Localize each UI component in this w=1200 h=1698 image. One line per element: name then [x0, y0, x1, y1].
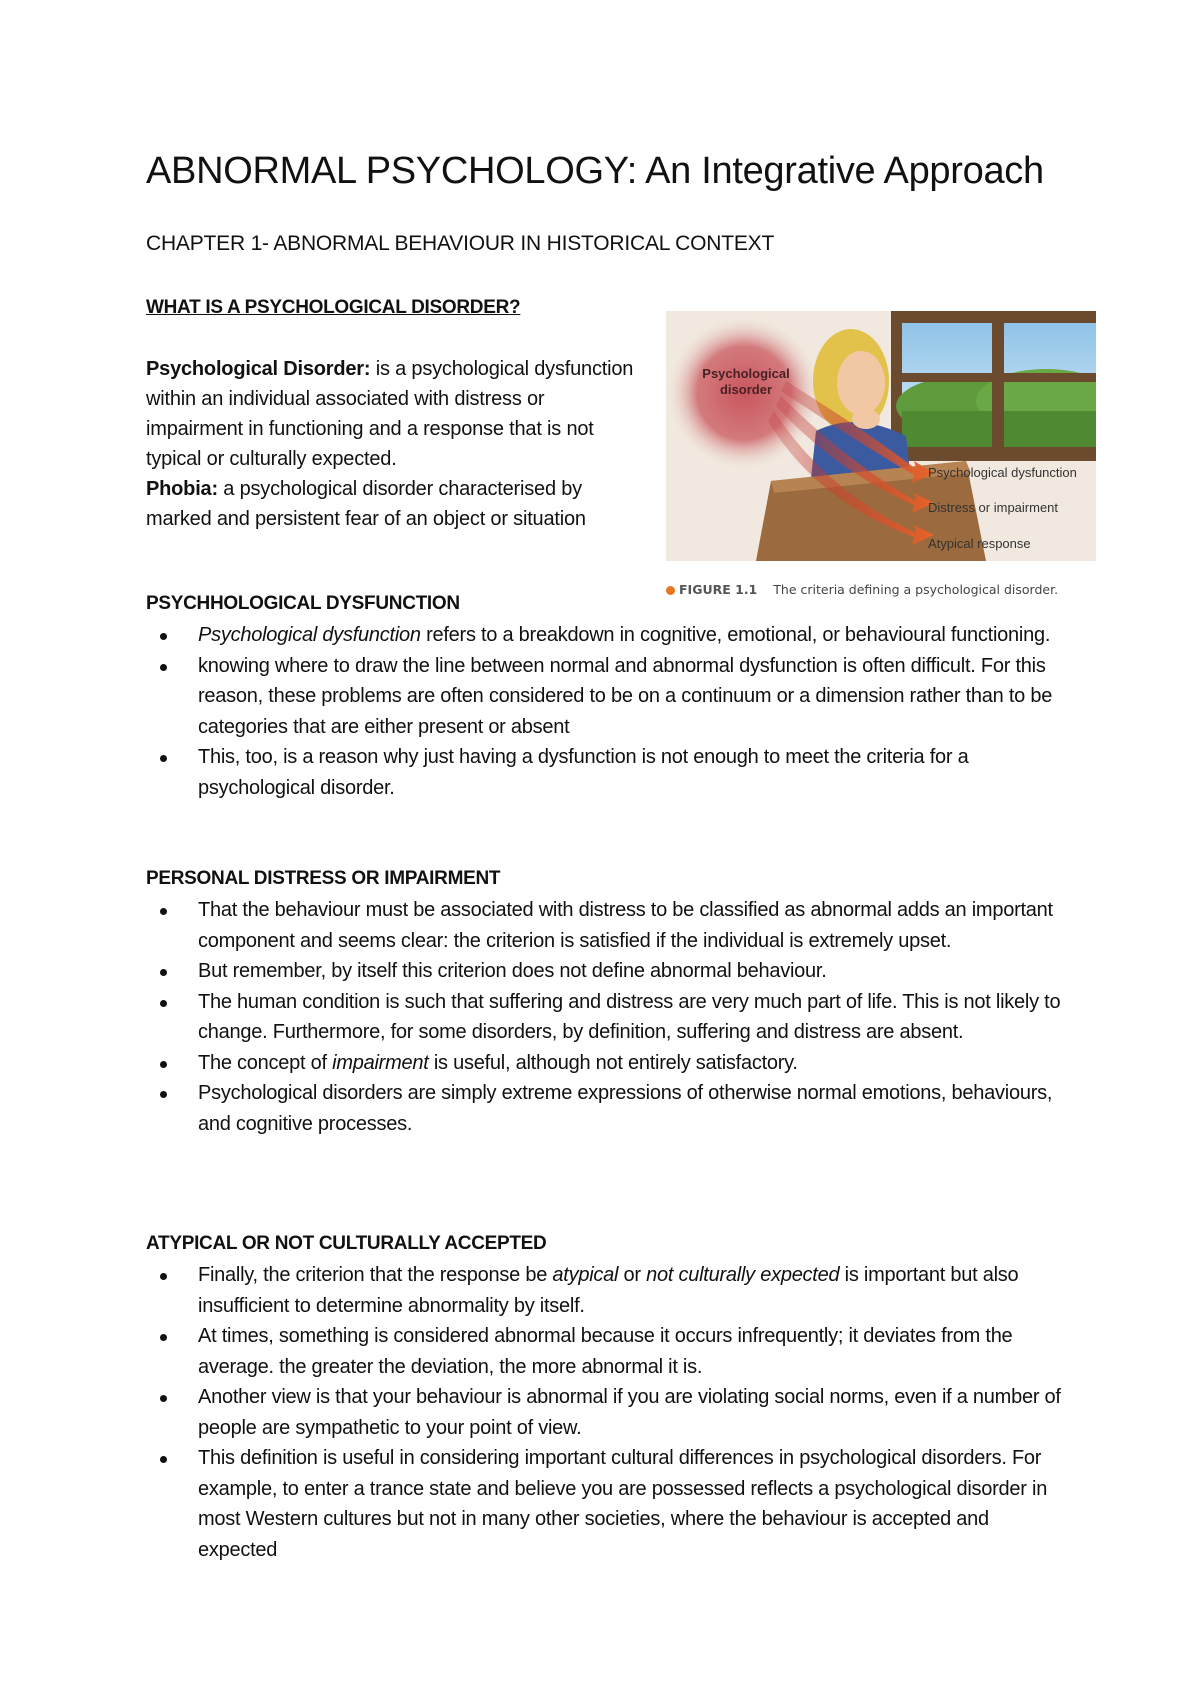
figure-caption — [666, 582, 1058, 597]
section-heading-distress: PERSONAL DISTRESS OR IMPAIRMENT — [146, 868, 501, 889]
figure-caption-text: The criteria defining a psychological disorder. — [773, 582, 1059, 597]
dysfunction-list — [146, 620, 1066, 803]
list-item: At times, something is considered abnormal because it occurs infrequently; it deviates from the average. the greater the deviation, the more abnormal it is. — [146, 1321, 1066, 1382]
list-item: The concept of impairment is useful, although not entirely satisfactory. — [146, 1048, 1066, 1079]
definitions-block — [146, 354, 646, 534]
section-heading-what-is: WHAT IS A PSYCHOLOGICAL DISORDER? — [146, 297, 521, 318]
circle-label-line-1: Psychological — [702, 366, 790, 381]
list-item: But remember, by itself this criterion does not define abnormal behaviour. — [146, 956, 1066, 987]
figure-illustration — [666, 311, 1096, 561]
list-item: Psychological disorders are simply extreme expressions of otherwise normal emotions, behaviours, and cognitive processes. — [146, 1078, 1066, 1139]
arrow-label-dysfunction: Psychological dysfunction — [928, 465, 1077, 480]
section-heading-atypical: ATYPICAL OR NOT CULTURALLY ACCEPTED — [146, 1233, 547, 1254]
circle-label-line-2: disorder — [719, 382, 773, 397]
list-item: This definition is useful in considering important cultural differences in psychological disorders. For example, to enter a trance state and believe you are possessed reflects a psychological disorder in most Western cultures but not in many other societies, where the behaviour is accepted and expected — [146, 1443, 1066, 1565]
atypical-list — [146, 1260, 1066, 1565]
list-item: That the behaviour must be associated with distress to be classified as abnormal adds an important component and seems clear: the criterion is satisfied if the individual is extremely upset. — [146, 895, 1066, 956]
disorder-term: Psychological Disorder: — [146, 358, 371, 380]
list-item: The human condition is such that suffering and distress are very much part of life. This is not likely to change. Furthermore, for some disorders, by definition, suffering and distress are absent. — [146, 987, 1066, 1048]
arrow-label-atypical: Atypical response — [928, 536, 1031, 551]
arrow-label-distress: Distress or impairment — [928, 500, 1059, 515]
list-item: Finally, the criterion that the response be atypical or not culturally expected is important but also insufficient to determine abnormality by itself. — [146, 1260, 1066, 1321]
phobia-term: Phobia: — [146, 478, 218, 500]
document-title: ABNORMAL PSYCHOLOGY: An Integrative Approach — [146, 150, 1044, 192]
figure-label: FIGURE 1.1 — [679, 582, 758, 597]
chapter-heading: CHAPTER 1- ABNORMAL BEHAVIOUR IN HISTORICAL CONTEXT — [146, 232, 775, 255]
phobia-definition: Phobia: a psychological disorder characterised by marked and persistent fear of an object or situation — [146, 478, 586, 530]
section-heading-dysfunction: PSYCHHOLOGICAL DYSFUNCTION — [146, 593, 460, 614]
list-item: Another view is that your behaviour is abnormal if you are violating social norms, even if a number of people are sympathetic to your point of view. — [146, 1382, 1066, 1443]
list-item: Psychological dysfunction refers to a breakdown in cognitive, emotional, or behavioural functioning. — [146, 620, 1066, 651]
caption-bullet-icon — [666, 586, 675, 595]
list-item: This, too, is a reason why just having a dysfunction is not enough to meet the criteria for a psychological disorder. — [146, 742, 1066, 803]
disorder-definition: Psychological Disorder: is a psychological dysfunction within an individual associated with distress or impairment in functioning and a response that is not typical or culturally expected. — [146, 358, 634, 470]
list-item: knowing where to draw the line between normal and abnormal dysfunction is often difficult. For this reason, these problems are often considered to be on a continuum or a dimension rather than to be categories that are either present or absent — [146, 651, 1066, 743]
distress-list — [146, 895, 1066, 1139]
